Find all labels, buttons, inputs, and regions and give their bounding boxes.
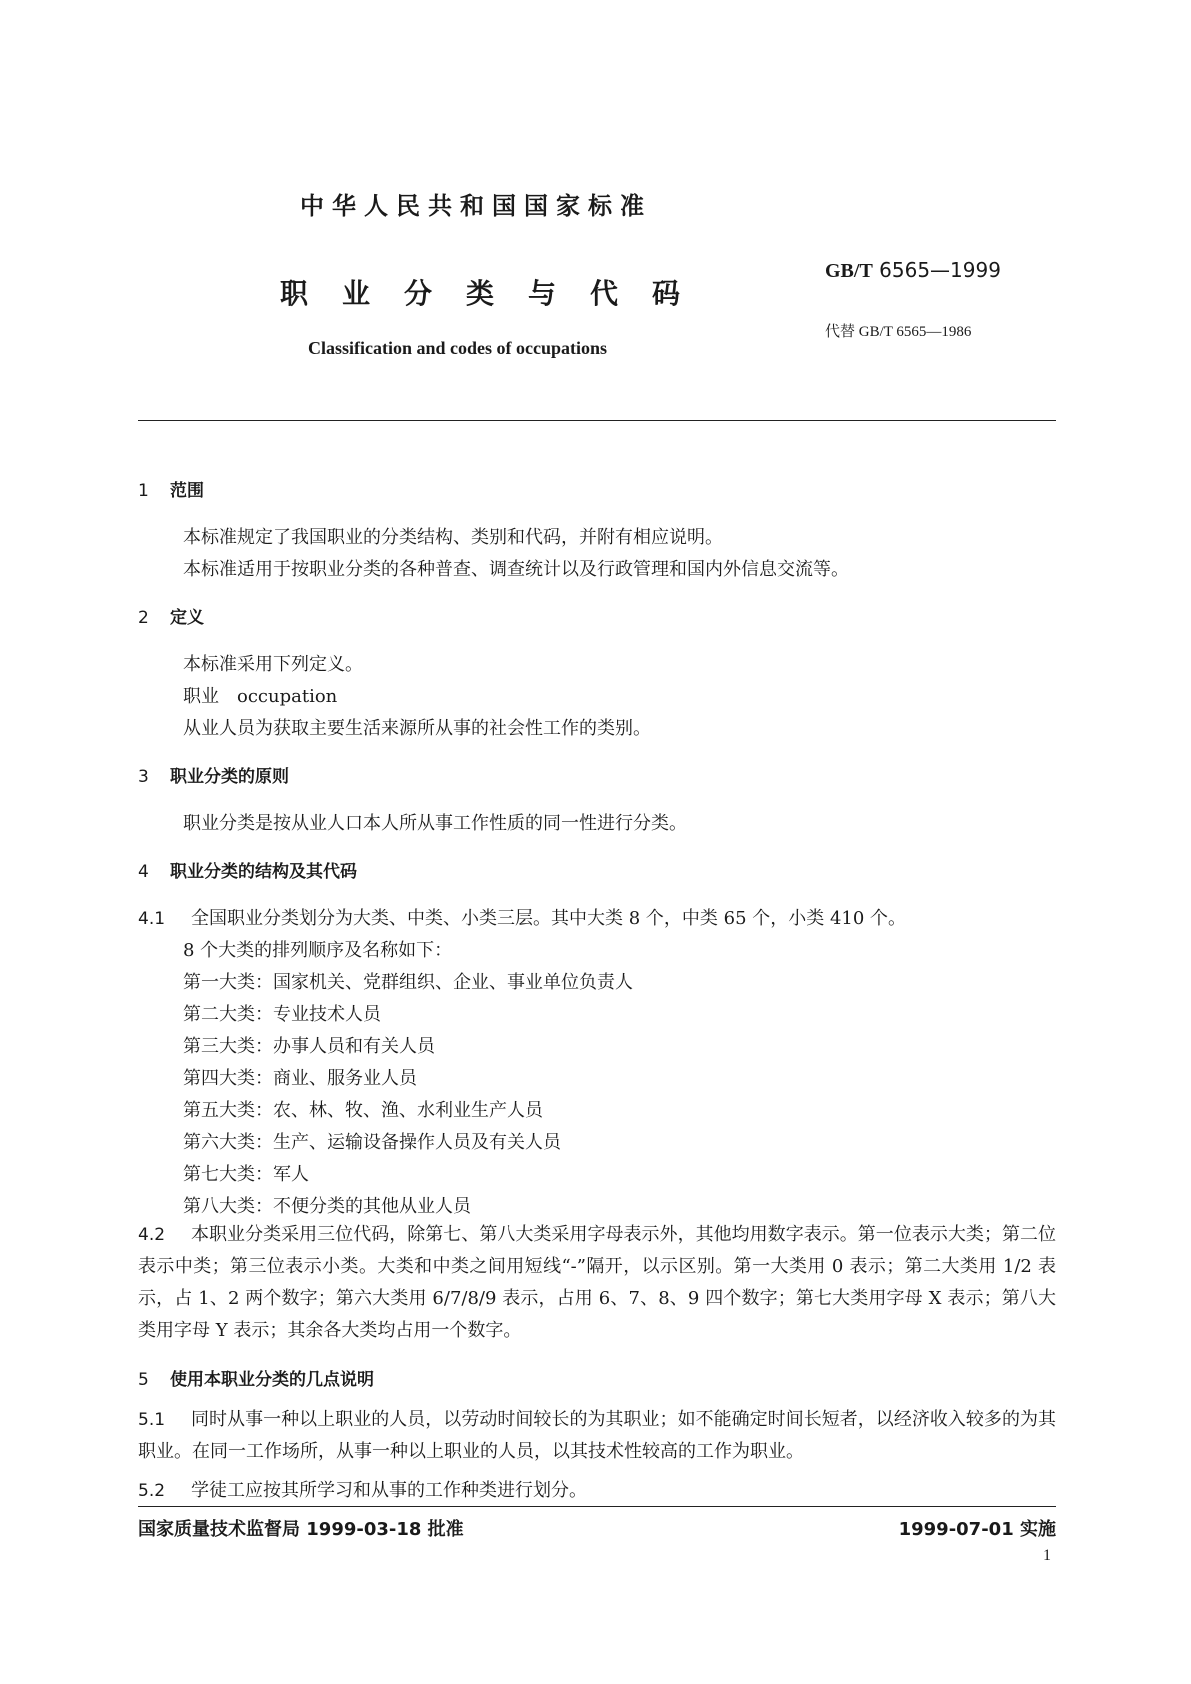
approval-line: 国家质量技术监督局 1999-03-18 批准 — [138, 1519, 464, 1540]
section-number: 4 — [138, 862, 149, 882]
paragraph: 本标准适用于按职业分类的各种普查、调查统计以及行政管理和国内外信息交流等。 — [183, 559, 849, 580]
clause-5-1 — [138, 1404, 1056, 1468]
standard-number-value: 6565—1999 — [879, 258, 1001, 282]
clause-text: 全国职业分类划分为大类、中类、小类三层。其中大类 8 个，中类 65 个，小类 410 个。 — [191, 908, 907, 929]
section-number: 5 — [138, 1370, 149, 1390]
footer-divider — [138, 1506, 1056, 1507]
clause-number: 4.2 — [138, 1225, 166, 1245]
list-item: 第七大类：军人 — [183, 1164, 309, 1185]
definition-text: 从业人员为获取主要生活来源所从事的社会性工作的类别。 — [183, 718, 651, 739]
section-title: 范围 — [170, 481, 204, 501]
document-title: 职业分类与代码 — [280, 277, 715, 310]
clause-text: 同时从事一种以上职业的人员，以劳动时间较长的为其职业；如不能确定时间长短者，以经济收入较多的为其职业。在同一工作场所，从事一种以上职业的人员，以其技术性较高的工作为职业。 — [138, 1409, 1056, 1462]
clause-text: 学徒工应按其所学习和从事的工作种类进行划分。 — [191, 1480, 587, 1501]
clause-number: 5.1 — [138, 1410, 166, 1430]
clause-number: 5.2 — [138, 1481, 166, 1501]
list-item: 第一大类：国家机关、党群组织、企业、事业单位负责人 — [183, 972, 633, 993]
list-item: 第六大类：生产、运输设备操作人员及有关人员 — [183, 1132, 561, 1153]
list-item: 第二大类：专业技术人员 — [183, 1004, 381, 1025]
header-divider — [138, 420, 1056, 421]
clause-5-2 — [138, 1476, 587, 1502]
section-heading-5 — [138, 1365, 374, 1390]
section-heading-4 — [138, 857, 357, 882]
effective-date: 1999-07-01 实施 — [898, 1519, 1056, 1540]
paragraph: 本标准采用下列定义。 — [183, 654, 363, 675]
standard-prefix: GB/T — [825, 260, 873, 282]
list-item: 第四大类：商业、服务业人员 — [183, 1068, 417, 1089]
list-item: 第五大类：农、林、牧、渔、水利业生产人员 — [183, 1100, 543, 1121]
section-heading-1 — [138, 476, 204, 501]
paragraph: 职业分类是按从业人口本人所从事工作性质的同一性进行分类。 — [183, 813, 687, 834]
section-number: 1 — [138, 481, 149, 501]
section-title: 定义 — [170, 608, 204, 628]
section-number: 2 — [138, 608, 149, 628]
section-title: 职业分类的原则 — [170, 767, 289, 787]
clause-4-1 — [138, 904, 906, 930]
list-intro: 8 个大类的排列顺序及名称如下： — [183, 940, 453, 961]
list-item: 第八大类：不便分类的其他从业人员 — [183, 1196, 471, 1217]
definition-term: 职业 occupation — [183, 686, 338, 707]
section-heading-2 — [138, 603, 204, 628]
list-item: 第三大类：办事人员和有关人员 — [183, 1036, 435, 1057]
section-heading-3 — [138, 762, 289, 787]
clause-text: 本职业分类采用三位代码，除第七、第八大类采用字母表示外，其他均用数字表示。第一位表示大类；第二位表示中类；第三位表示小类。大类和中类之间用短线“-”隔开，以示区别。第一大类用 0 表示；第二大类用 1/2 表示，占 1、2 两个数字；第六大类用 6/7/8/9 表示，占用 6、7、8、9 四个数字；第七大类用字母 X 表示；第八大类用字母 Y 表示；其余各大类均占用一个数字。 — [138, 1224, 1056, 1341]
replaces-standard: 代替 GB/T 6565—1986 — [825, 324, 972, 340]
standard-number — [825, 258, 1001, 283]
clause-4-2 — [138, 1219, 1056, 1347]
page-number: 1 — [1043, 1547, 1051, 1564]
clause-number: 4.1 — [138, 909, 166, 929]
section-number: 3 — [138, 767, 149, 787]
document-title-english: Classification and codes of occupations — [308, 338, 608, 358]
standard-org-title: 中华人民共和国国家标准 — [300, 192, 652, 220]
section-title: 使用本职业分类的几点说明 — [170, 1370, 374, 1390]
paragraph: 本标准规定了我国职业的分类结构、类别和代码，并附有相应说明。 — [183, 527, 723, 548]
section-title: 职业分类的结构及其代码 — [170, 862, 357, 882]
